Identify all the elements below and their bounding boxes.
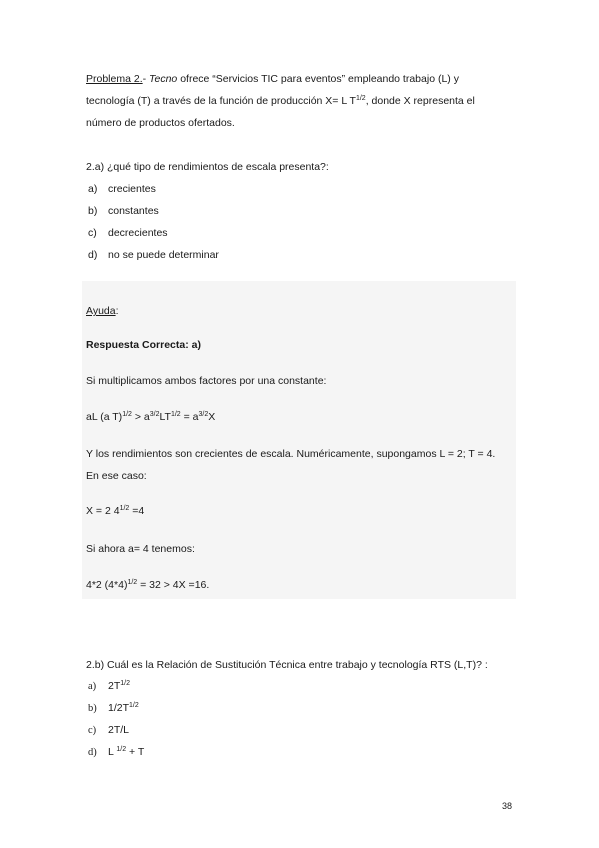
problem-line-3: número de productos ofertados. <box>86 117 235 129</box>
problem-title: Problema 2. <box>86 73 143 85</box>
problem-line-2: tecnología (T) a través de la función de producción X= L $T^{1/2}$, donde X representa el <box>86 95 475 107</box>
help-line-2: Y los rendimientos son crecientes de escala. Numéricamente, supongamos L = 2; T = 4. En ese caso: <box>86 448 496 482</box>
option-2a-c: c) decrecientes <box>88 227 168 239</box>
help-line-1: Si multiplicamos ambos factores por una constante: <box>86 375 327 387</box>
option-2a-a: a) crecientes <box>88 183 156 195</box>
formula-3: 4*2 $(4*4)^{1/2} = 32 > 4X =16$. <box>86 579 210 591</box>
option-2b-d: d) L $^{1/2}$ + T <box>88 746 145 758</box>
option-2b-b: b) $1/2T^{1/2}$ <box>88 702 139 714</box>
formula-2: X = 2 $4^{1/2} =4$ <box>86 505 145 517</box>
question-2a: 2.a) ¿qué tipo de rendimientos de escala presenta?: <box>86 161 329 173</box>
formula-1: aL (a $T)^{1/2} > a^{3/2}LT^{1/2} = a^{3/2}X$ <box>86 411 216 423</box>
company-name: Tecno <box>149 73 178 85</box>
help-title: Ayuda: <box>86 305 119 317</box>
page-number: 38 <box>502 801 513 811</box>
correct-answer: Respuesta Correcta: a) <box>86 339 201 351</box>
option-2a-d: d) no se puede determinar <box>88 249 219 261</box>
option-2a-b: b) constantes <box>88 205 159 217</box>
question-2b: 2.b) Cuál es la Relación de Sustitución Técnica entre trabajo y tecnología RTS (L,T)? : <box>86 659 488 671</box>
problem-line-1: Problema 2.- Tecno ofrece “Servicios TIC para eventos” empleando trabajo (L) y <box>86 73 459 85</box>
help-line-3: Si ahora a= 4 tenemos: <box>86 543 195 555</box>
problem-statement <box>86 68 516 134</box>
option-2b-a: a) $2T^{1/2}$ <box>88 680 130 692</box>
option-2b-c: c) 2T/L <box>88 724 130 736</box>
